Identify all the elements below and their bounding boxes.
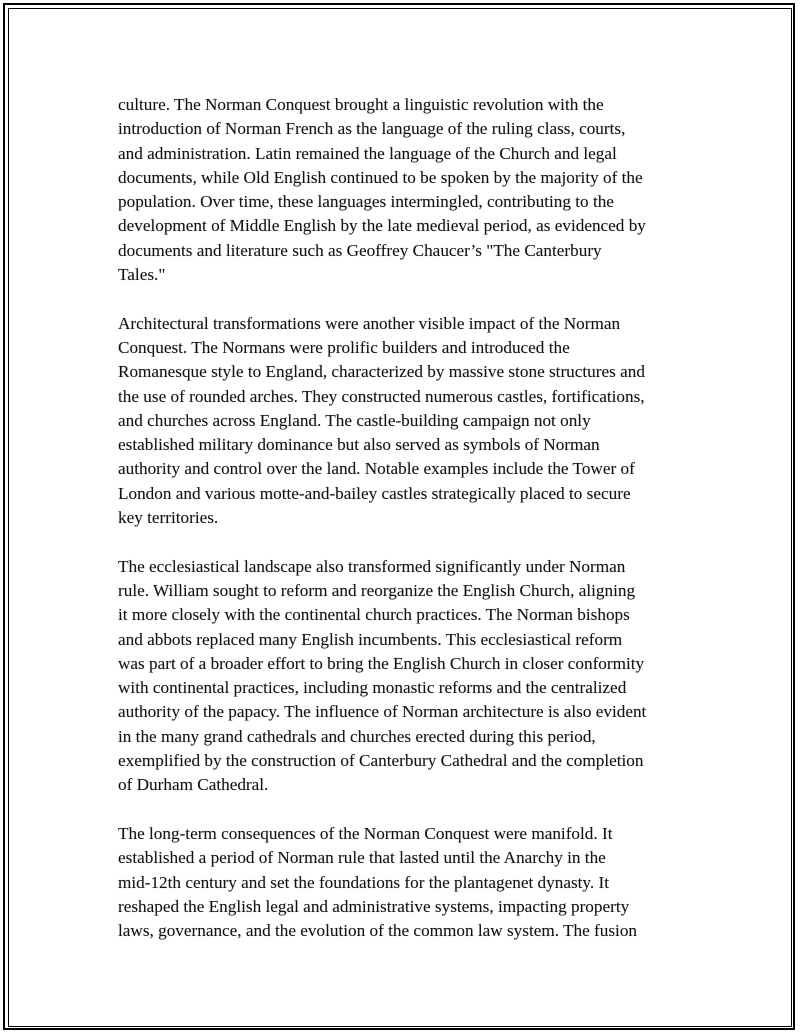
text-line: laws, governance, and the evolution of the common law system. The fusion — [118, 921, 638, 941]
text-line: the use of rounded arches. They constructed numerous castles, fortifications, — [118, 386, 645, 406]
text-line: Tales." — [118, 265, 166, 285]
text-line: was part of a broader effort to bring the English Church in closer conformity — [118, 653, 645, 673]
text-line: development of Middle English by the late medieval period, as evidenced by — [118, 216, 646, 236]
text-line: with continental practices, including monastic reforms and the centralized — [118, 678, 627, 698]
text-line: Romanesque style to England, characterized by massive stone structures and — [118, 362, 645, 382]
text-line: Conquest. The Normans were prolific builders and introduced the — [118, 337, 570, 357]
text-line: it more closely with the continental church practices. The Norman bishops — [118, 605, 630, 625]
text-line: and administration. Latin remained the language of the Church and legal — [118, 143, 617, 163]
text-line: authority and control over the land. Notable examples include the Tower of — [118, 459, 635, 479]
text-line: reshaped the English legal and administrative systems, impacting property — [118, 896, 630, 916]
document-body — [118, 93, 690, 968]
text-line: introduction of Norman French as the language of the ruling class, courts, — [118, 119, 626, 139]
text-line: mid-12th century and set the foundations for the plantagenet dynasty. It — [118, 872, 609, 892]
text-line: established a period of Norman rule that lasted until the Anarchy in the — [118, 848, 606, 868]
text-line: culture. The Norman Conquest brought a linguistic revolution with the — [118, 95, 604, 114]
text-line: key territories. — [118, 508, 219, 528]
text-line: The long-term consequences of the Norman Conquest were manifold. It — [118, 823, 613, 843]
text-line: exemplified by the construction of Canterbury Cathedral and the completion — [118, 751, 644, 771]
text-line: London and various motte-and-bailey castles strategically placed to secure — [118, 483, 631, 503]
text-line: Architectural transformations were another visible impact of the Norman — [118, 313, 621, 333]
paragraph-ecclesiastical — [118, 555, 690, 798]
text-line: population. Over time, these languages intermingled, contributing to the — [118, 192, 614, 212]
paragraph-architecture — [118, 312, 690, 531]
text-line: documents, while Old English continued to be spoken by the majority of the — [118, 167, 643, 187]
text-line: rule. William sought to reform and reorganize the English Church, aligning — [118, 580, 636, 600]
text-line: of Durham Cathedral. — [118, 775, 269, 795]
text-line: and churches across England. The castle-building campaign not only — [118, 410, 591, 430]
text-line: in the many grand cathedrals and churches erected during this period, — [118, 726, 596, 746]
text-line: authority of the papacy. The influence of Norman architecture is also evident — [118, 702, 647, 722]
paragraph-language — [118, 93, 690, 287]
text-line: and abbots replaced many English incumbents. This ecclesiastical reform — [118, 629, 623, 649]
paragraph-consequences — [118, 822, 690, 943]
text-line: documents and literature such as Geoffrey Chaucer’s "The Canterbury — [118, 240, 602, 260]
text-line: established military dominance but also served as symbols of Norman — [118, 435, 600, 455]
text-line: The ecclesiastical landscape also transformed significantly under Norman — [118, 556, 626, 576]
